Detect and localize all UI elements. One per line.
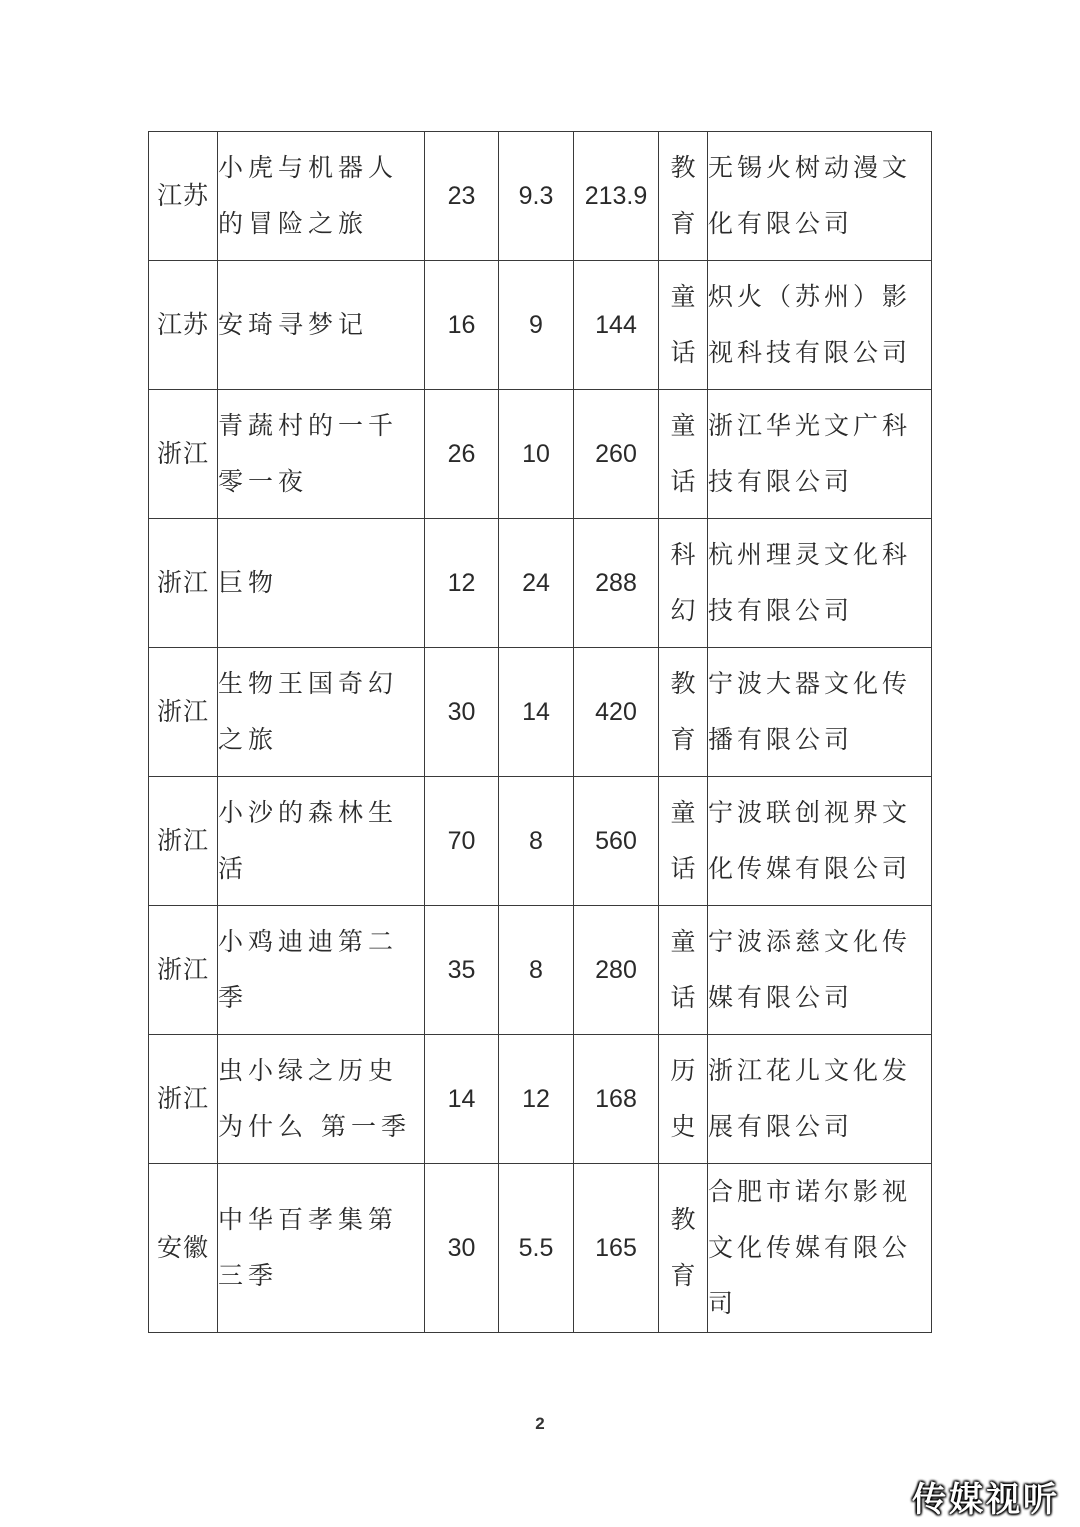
minutes-per-episode-cell: 10 [499, 390, 574, 519]
genre-cell [659, 1164, 708, 1333]
genre-label: 童话 [670, 798, 696, 883]
episodes-cell: 26 [425, 390, 499, 519]
province-cell: 浙江 [149, 648, 218, 777]
total-minutes-cell: 165 [574, 1164, 659, 1333]
genre-label: 教育 [670, 1205, 696, 1290]
table-row [149, 648, 932, 777]
table-row [149, 1035, 932, 1164]
total-minutes-cell: 144 [574, 261, 659, 390]
title-cell: 青蔬村的一千零一夜 [218, 390, 425, 519]
province-cell: 浙江 [149, 1035, 218, 1164]
total-minutes-cell: 420 [574, 648, 659, 777]
genre-cell [659, 648, 708, 777]
table-row [149, 519, 932, 648]
genre-label: 科幻 [670, 540, 696, 625]
title-cell: 安琦寻梦记 [218, 261, 425, 390]
title-cell: 虫小绿之历史为什么 第一季 [218, 1035, 425, 1164]
company-cell: 杭州理灵文化科技有限公司 [708, 519, 932, 648]
minutes-per-episode-cell: 5.5 [499, 1164, 574, 1333]
genre-cell [659, 519, 708, 648]
province-cell: 浙江 [149, 519, 218, 648]
title-cell: 中华百孝集第三季 [218, 1164, 425, 1333]
genre-label: 历史 [670, 1056, 696, 1141]
table-row [149, 777, 932, 906]
total-minutes-cell: 560 [574, 777, 659, 906]
company-cell: 无锡火树动漫文化有限公司 [708, 132, 932, 261]
genre-label: 童话 [670, 282, 696, 367]
table-body [149, 132, 932, 1333]
minutes-per-episode-cell: 9 [499, 261, 574, 390]
province-cell: 安徽 [149, 1164, 218, 1333]
title-cell: 小鸡迪迪第二季 [218, 906, 425, 1035]
episodes-cell: 16 [425, 261, 499, 390]
minutes-per-episode-cell: 9.3 [499, 132, 574, 261]
genre-cell [659, 132, 708, 261]
province-cell: 浙江 [149, 906, 218, 1035]
total-minutes-cell: 280 [574, 906, 659, 1035]
genre-label: 教育 [670, 669, 696, 754]
genre-label: 教育 [670, 153, 696, 238]
title-cell: 小沙的森林生活 [218, 777, 425, 906]
company-cell: 宁波大器文化传播有限公司 [708, 648, 932, 777]
company-cell: 宁波添慈文化传媒有限公司 [708, 906, 932, 1035]
province-cell: 江苏 [149, 132, 218, 261]
genre-cell [659, 390, 708, 519]
minutes-per-episode-cell: 8 [499, 906, 574, 1035]
total-minutes-cell: 260 [574, 390, 659, 519]
genre-cell [659, 777, 708, 906]
province-cell: 浙江 [149, 390, 218, 519]
episodes-cell: 14 [425, 1035, 499, 1164]
total-minutes-cell: 168 [574, 1035, 659, 1164]
table-row [149, 261, 932, 390]
table-row [149, 906, 932, 1035]
table-row [149, 132, 932, 261]
page-number: 2 [535, 1414, 545, 1433]
genre-label: 童话 [670, 927, 696, 1012]
genre-label: 童话 [670, 411, 696, 496]
genre-cell [659, 1035, 708, 1164]
company-cell: 宁波联创视界文化传媒有限公司 [708, 777, 932, 906]
title-cell: 小虎与机器人的冒险之旅 [218, 132, 425, 261]
minutes-per-episode-cell: 12 [499, 1035, 574, 1164]
episodes-cell: 23 [425, 132, 499, 261]
table-row [149, 1164, 932, 1333]
watermark-logo-text: 传媒视听 [912, 1480, 1060, 1520]
province-cell: 浙江 [149, 777, 218, 906]
total-minutes-cell: 213.9 [574, 132, 659, 261]
episodes-cell: 12 [425, 519, 499, 648]
title-cell: 巨物 [218, 519, 425, 648]
minutes-per-episode-cell: 14 [499, 648, 574, 777]
total-minutes-cell: 288 [574, 519, 659, 648]
company-cell: 浙江华光文广科技有限公司 [708, 390, 932, 519]
genre-cell [659, 261, 708, 390]
genre-cell [659, 906, 708, 1035]
company-cell: 浙江花儿文化发展有限公司 [708, 1035, 932, 1164]
episodes-cell: 70 [425, 777, 499, 906]
episodes-cell: 30 [425, 1164, 499, 1333]
title-cell: 生物王国奇幻之旅 [218, 648, 425, 777]
episodes-cell: 30 [425, 648, 499, 777]
minutes-per-episode-cell: 8 [499, 777, 574, 906]
company-cell: 合肥市诺尔影视文化传媒有限公司 [708, 1164, 932, 1333]
minutes-per-episode-cell: 24 [499, 519, 574, 648]
episodes-cell: 35 [425, 906, 499, 1035]
table-row [149, 390, 932, 519]
province-cell: 江苏 [149, 261, 218, 390]
company-cell: 炽火（苏州）影视科技有限公司 [708, 261, 932, 390]
animation-records-table [148, 131, 932, 1333]
